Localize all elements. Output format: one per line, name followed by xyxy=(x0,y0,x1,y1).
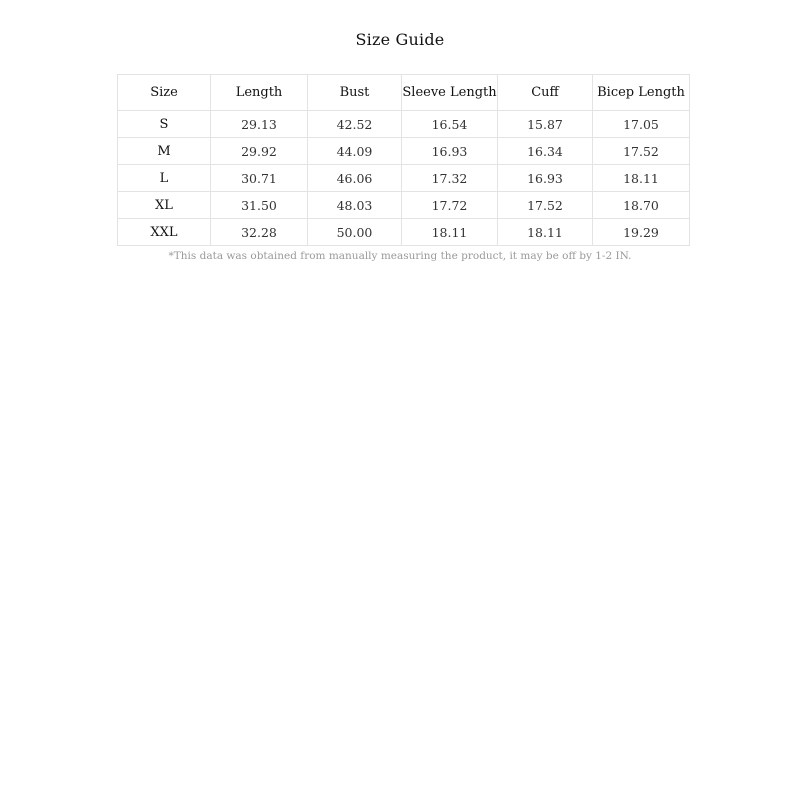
column-header-size: Size xyxy=(118,75,211,111)
length-cell: 30.71 xyxy=(211,165,308,192)
size-cell: M xyxy=(118,138,211,165)
size-cell: S xyxy=(118,111,211,138)
measurement-disclaimer: *This data was obtained from manually measuring the product, it may be off by 1-2 IN. xyxy=(168,250,632,262)
size-cell: XXL xyxy=(118,219,211,246)
length-cell: 32.28 xyxy=(211,219,308,246)
bicep-length-cell: 19.29 xyxy=(593,219,690,246)
bicep-length-cell: 18.11 xyxy=(593,165,690,192)
length-cell: 29.13 xyxy=(211,111,308,138)
table-row xyxy=(118,165,690,192)
table-header-row xyxy=(118,75,690,111)
column-header-bicep-length: Bicep Length xyxy=(593,75,690,111)
bust-cell: 48.03 xyxy=(308,192,402,219)
table-row xyxy=(118,111,690,138)
size-cell: XL xyxy=(118,192,211,219)
page-title: Size Guide xyxy=(355,30,445,49)
sleeve-length-cell: 17.72 xyxy=(402,192,498,219)
column-header-cuff: Cuff xyxy=(498,75,593,111)
bust-cell: 50.00 xyxy=(308,219,402,246)
sleeve-length-cell: 18.11 xyxy=(402,219,498,246)
column-header-length: Length xyxy=(211,75,308,111)
sleeve-length-cell: 16.54 xyxy=(402,111,498,138)
bust-cell: 42.52 xyxy=(308,111,402,138)
size-cell: L xyxy=(118,165,211,192)
bicep-length-cell: 17.05 xyxy=(593,111,690,138)
cuff-cell: 16.34 xyxy=(498,138,593,165)
bust-cell: 44.09 xyxy=(308,138,402,165)
cuff-cell: 15.87 xyxy=(498,111,593,138)
size-guide-table xyxy=(117,74,690,246)
length-cell: 31.50 xyxy=(211,192,308,219)
cuff-cell: 17.52 xyxy=(498,192,593,219)
bicep-length-cell: 17.52 xyxy=(593,138,690,165)
sleeve-length-cell: 16.93 xyxy=(402,138,498,165)
cuff-cell: 16.93 xyxy=(498,165,593,192)
length-cell: 29.92 xyxy=(211,138,308,165)
bust-cell: 46.06 xyxy=(308,165,402,192)
table-row xyxy=(118,219,690,246)
column-header-sleeve-length: Sleeve Length xyxy=(402,75,498,111)
sleeve-length-cell: 17.32 xyxy=(402,165,498,192)
table-row xyxy=(118,192,690,219)
bicep-length-cell: 18.70 xyxy=(593,192,690,219)
column-header-bust: Bust xyxy=(308,75,402,111)
table-row xyxy=(118,138,690,165)
cuff-cell: 18.11 xyxy=(498,219,593,246)
